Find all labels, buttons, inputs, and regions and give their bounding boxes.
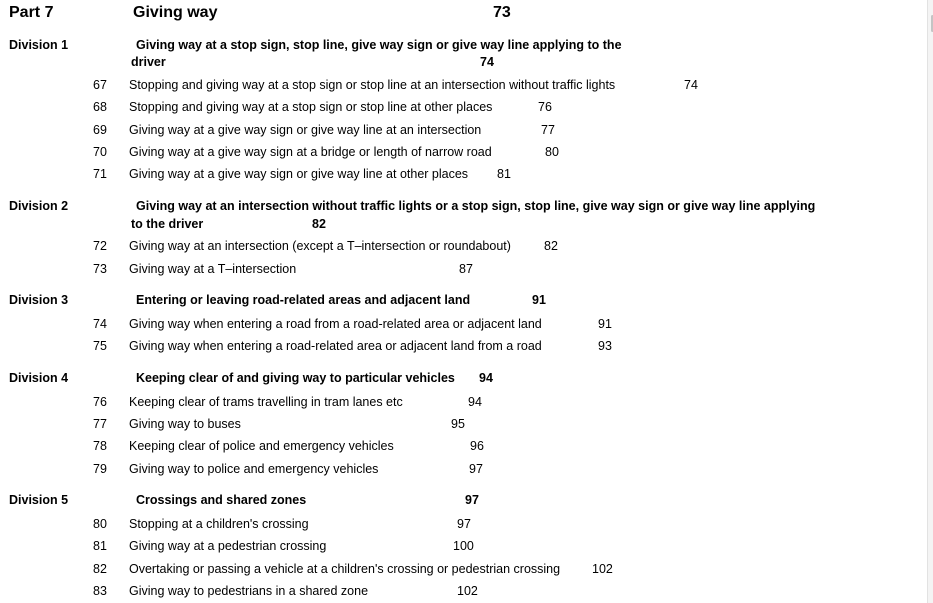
section-title[interactable]: Giving way at a give way sign at a bridge or length of narrow road — [129, 145, 492, 159]
section-number: 78 — [93, 439, 107, 453]
section-number: 75 — [93, 339, 107, 353]
division-page: 91 — [532, 293, 546, 307]
section-title[interactable]: Giving way at an intersection (except a T–intersection or roundabout) — [129, 239, 511, 253]
section-title[interactable]: Stopping and giving way at a stop sign or stop line at other places — [129, 100, 493, 114]
division-label: Division 3 — [9, 293, 69, 307]
section-number: 71 — [93, 167, 107, 181]
section-title[interactable]: Giving way to buses — [129, 417, 241, 431]
section-page: 94 — [468, 395, 482, 409]
section-number: 83 — [93, 584, 107, 598]
section-number: 81 — [93, 539, 107, 553]
section-page: 87 — [459, 262, 473, 276]
section-page: 97 — [469, 462, 483, 476]
section-number: 70 — [93, 145, 107, 159]
section-number: 69 — [93, 123, 107, 137]
section-page: 100 — [453, 539, 474, 553]
section-title[interactable]: Giving way to police and emergency vehicles — [129, 462, 379, 476]
section-title[interactable]: Giving way at a pedestrian crossing — [129, 539, 327, 553]
section-number: 73 — [93, 262, 107, 276]
section-number: 82 — [93, 562, 107, 576]
section-title[interactable]: Giving way at a give way sign or give way line at an intersection — [129, 123, 482, 137]
division-title[interactable]: Entering or leaving road-related areas and adjacent land — [136, 293, 471, 307]
section-page: 102 — [457, 584, 478, 598]
section-title[interactable]: Giving way at a give way sign or give way line at other places — [129, 167, 469, 181]
section-title[interactable]: Giving way when entering a road-related area or adjacent land from a road — [129, 339, 542, 353]
section-number: 72 — [93, 239, 107, 253]
section-page: 93 — [598, 339, 612, 353]
section-title[interactable]: Giving way to pedestrians in a shared zone — [129, 584, 369, 598]
division-title-cont[interactable]: to the driver — [131, 217, 204, 231]
part-page: 73 — [493, 4, 511, 21]
part-label: Part 7 — [9, 4, 54, 21]
section-number: 77 — [93, 417, 107, 431]
section-page: 76 — [538, 100, 552, 114]
division-page: 82 — [312, 217, 326, 231]
division-label: Division 5 — [9, 493, 69, 507]
division-page: 74 — [480, 55, 494, 69]
section-page: 95 — [451, 417, 465, 431]
division-page: 97 — [465, 493, 479, 507]
section-page: 80 — [545, 145, 559, 159]
section-number: 80 — [93, 517, 107, 531]
division-label: Division 2 — [9, 199, 69, 213]
section-page: 77 — [541, 123, 555, 137]
division-title[interactable]: Keeping clear of and giving way to particular vehicles — [136, 371, 455, 385]
section-title[interactable]: Stopping and giving way at a stop sign or stop line at an intersection without traffic lights — [129, 78, 616, 92]
part-title[interactable]: Giving way — [133, 4, 218, 21]
section-title[interactable]: Giving way when entering a road from a road-related area or adjacent land — [129, 317, 542, 331]
division-page: 94 — [479, 371, 493, 385]
section-page: 91 — [598, 317, 612, 331]
section-page: 97 — [457, 517, 471, 531]
division-title[interactable]: Crossings and shared zones — [136, 493, 307, 507]
section-page: 74 — [684, 78, 698, 92]
section-title[interactable]: Overtaking or passing a vehicle at a children's crossing or pedestrian crossing — [129, 562, 561, 576]
section-page: 81 — [497, 167, 511, 181]
section-page: 102 — [592, 562, 613, 576]
division-title-cont[interactable]: driver — [131, 55, 166, 69]
section-page: 96 — [470, 439, 484, 453]
section-number: 67 — [93, 78, 107, 92]
section-title[interactable]: Keeping clear of trams travelling in tram lanes etc — [129, 395, 403, 409]
section-title[interactable]: Stopping at a children's crossing — [129, 517, 309, 531]
section-number: 79 — [93, 462, 107, 476]
section-title[interactable]: Keeping clear of police and emergency vehicles — [129, 439, 394, 453]
division-title[interactable]: Giving way at an intersection without traffic lights or a stop sign, stop line, give way sign or give way line applying — [136, 199, 816, 213]
section-number: 68 — [93, 100, 107, 114]
section-page: 82 — [544, 239, 558, 253]
division-title[interactable]: Giving way at a stop sign, stop line, give way sign or give way line applying to the — [136, 38, 622, 52]
section-title[interactable]: Giving way at a T–intersection — [129, 262, 297, 276]
division-label: Division 4 — [9, 371, 69, 385]
section-number: 76 — [93, 395, 107, 409]
vertical-scrollbar[interactable] — [927, 0, 933, 603]
division-label: Division 1 — [9, 38, 69, 52]
section-number: 74 — [93, 317, 107, 331]
